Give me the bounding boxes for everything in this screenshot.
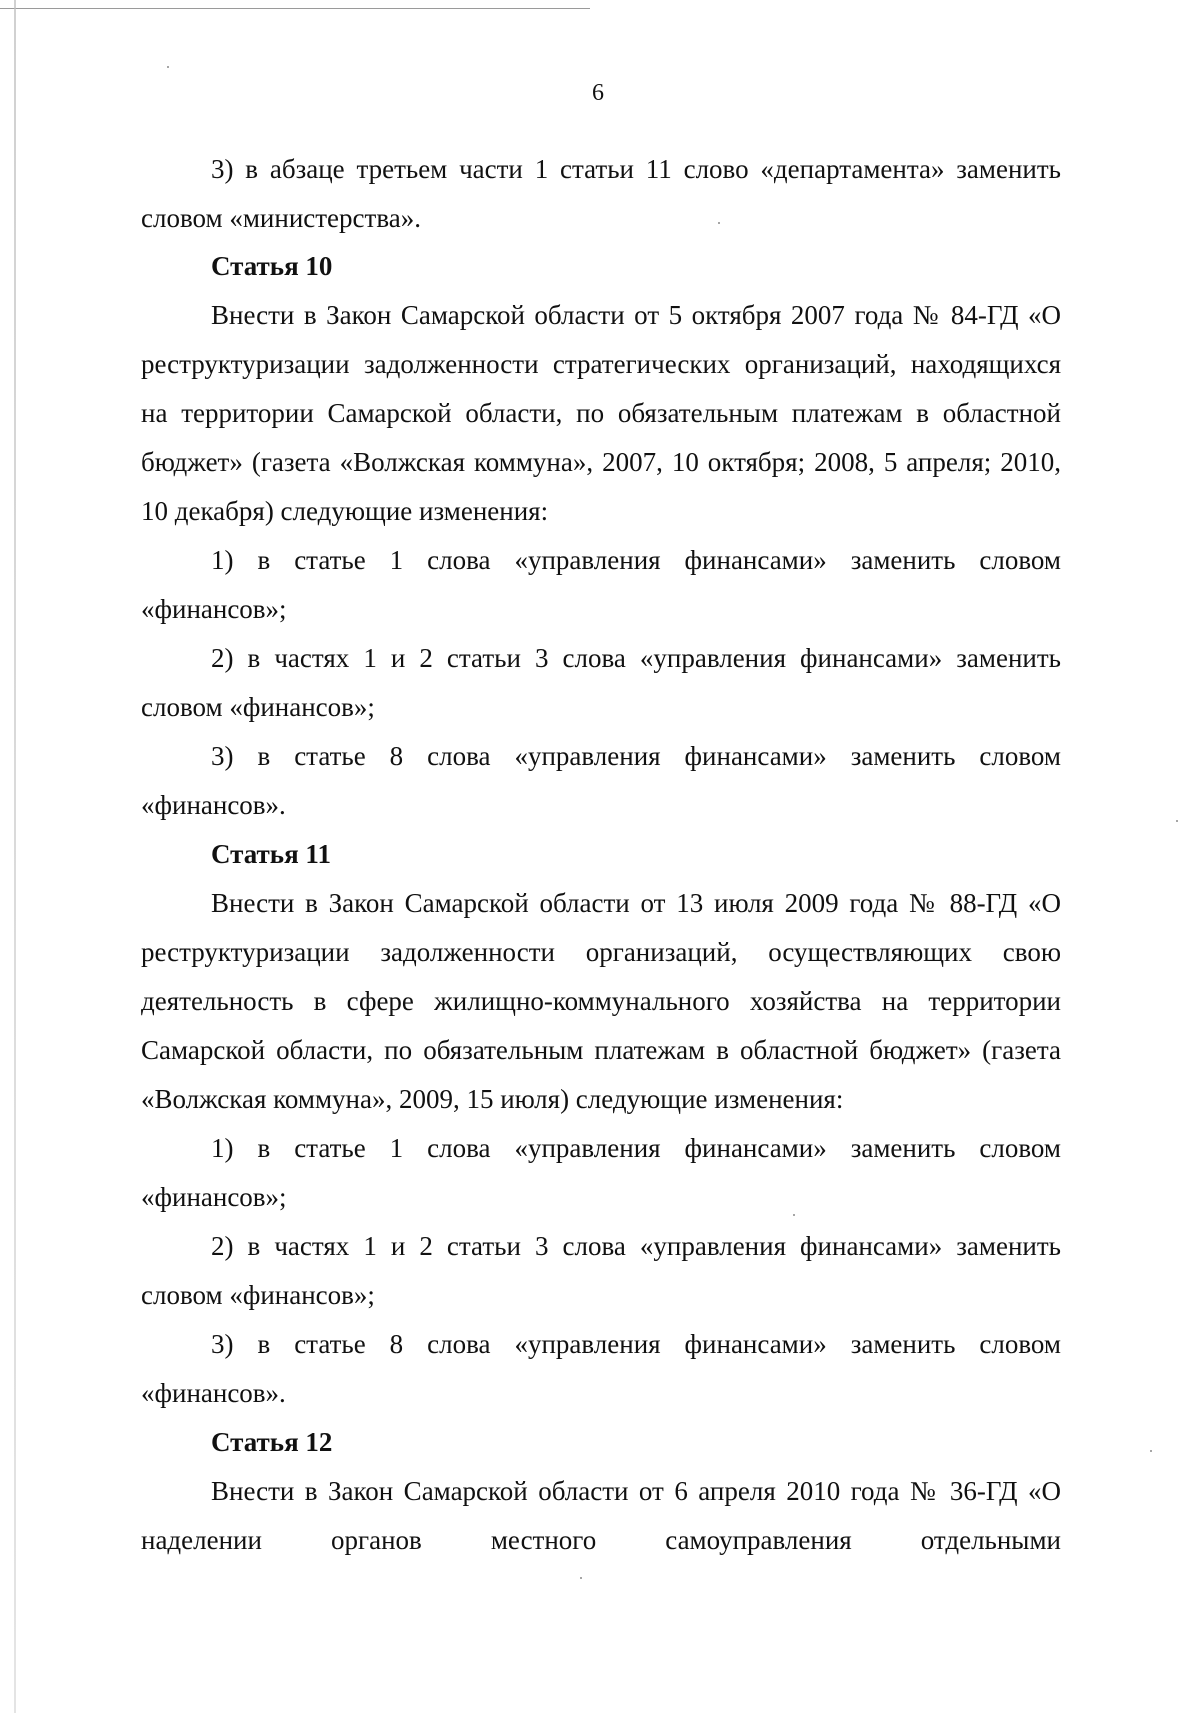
paragraph: 3) в статье 8 слова «управления финансами» заменить словом «финансов».	[141, 1329, 1061, 1408]
paragraph: 3) в абзаце третьем части 1 статьи 11 слово «департамента» заменить словом «министерства».	[141, 154, 1061, 233]
scan-edge-top	[0, 8, 590, 9]
article-heading: Статья 10	[211, 251, 333, 281]
paragraph: 3) в статье 8 слова «управления финансами» заменить словом «финансов».	[141, 741, 1061, 820]
paragraph: Внести в Закон Самарской области от 13 июля 2009 года № 88-ГД «О реструктуризации задолженности организаций, осуществляющих свою деятельность в сфере жилищно-коммунального хозяйства на территории Самарской области, по обязательным платежам в областной бюджет» (газета «Волжская коммуна», 2009, 15 июля) следующие изменения:	[141, 888, 1061, 1114]
scan-speck	[1176, 820, 1178, 822]
paragraph: 2) в частях 1 и 2 статьи 3 слова «управления финансами» заменить словом «финансов»;	[141, 1231, 1061, 1310]
paragraph: Внести в Закон Самарской области от 5 октября 2007 года № 84-ГД «О реструктуризации задолженности стратегических организаций, находящихся на территории Самарской области, по обязательным платежам в областной бюджет» (газета «Волжская коммуна», 2007, 10 октября; 2008, 5 апреля; 2010, 10 декабря) следующие изменения:	[141, 300, 1061, 526]
scan-speck	[580, 1577, 582, 1579]
scan-speck	[1150, 1450, 1152, 1452]
scan-speck	[167, 66, 169, 68]
paragraph: Внести в Закон Самарской области от 6 апреля 2010 года № 36-ГД «О наделении органов местного самоуправления отдельными	[141, 1476, 1061, 1555]
paragraph: 1) в статье 1 слова «управления финансами» заменить словом «финансов»;	[141, 1133, 1061, 1212]
paragraph: 2) в частях 1 и 2 статьи 3 слова «управления финансами» заменить словом «финансов»;	[141, 643, 1061, 722]
scan-edge-left	[14, 0, 16, 1713]
article-heading: Статья 12	[211, 1427, 333, 1457]
page-number: 6	[592, 80, 604, 106]
article-heading: Статья 11	[211, 839, 331, 869]
paragraph: 1) в статье 1 слова «управления финансами» заменить словом «финансов»;	[141, 545, 1061, 624]
document-body	[141, 145, 1061, 1565]
